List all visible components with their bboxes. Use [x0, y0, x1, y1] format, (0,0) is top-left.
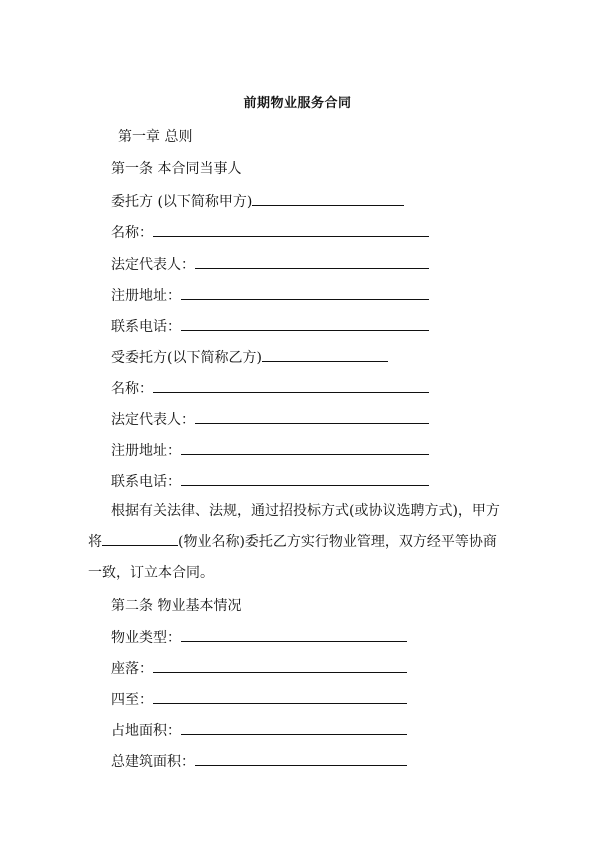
field-line: [111, 441, 429, 460]
field-label: 注册地址：: [111, 443, 181, 459]
field-label: 座落：: [111, 661, 153, 677]
party-b-blank[interactable]: [262, 348, 388, 362]
field-label: 法定代表人：: [111, 257, 195, 273]
field-line: [111, 752, 407, 771]
field-label: 名称：: [111, 381, 153, 397]
field-label: 总建筑面积：: [111, 754, 195, 770]
body-paragraph: [88, 496, 508, 589]
field-label: 联系电话：: [111, 319, 181, 335]
field-blank[interactable]: [181, 286, 429, 300]
field-label: 物业类型：: [111, 630, 181, 646]
paragraph-text: 根据有关法律、法规，通过招投标方式(或协议选聘方式)，甲方将: [88, 503, 500, 550]
party-a-blank[interactable]: [252, 192, 404, 206]
field-blank[interactable]: [153, 223, 429, 237]
field-label: 四至：: [111, 692, 153, 708]
paragraph-text: (物业名称)委托乙方实行物业管理，双方经平等协商一致，订立本合同。: [88, 534, 497, 581]
chapter-heading: 第一章 总则: [118, 129, 193, 145]
party-a-line: [111, 192, 404, 211]
field-label: 名称：: [111, 225, 153, 241]
field-line: [111, 410, 429, 429]
field-line: [111, 379, 429, 398]
field-line: [111, 286, 429, 305]
field-line: [111, 628, 407, 647]
article-heading: 第二条 物业基本情况: [111, 598, 242, 614]
field-line: [111, 317, 429, 336]
field-label: 法定代表人：: [111, 412, 195, 428]
field-blank[interactable]: [181, 472, 429, 486]
field-blank[interactable]: [195, 752, 407, 766]
field-blank[interactable]: [153, 690, 407, 704]
field-blank[interactable]: [153, 659, 407, 673]
field-line: [111, 223, 429, 242]
field-blank[interactable]: [153, 379, 429, 393]
field-line: [111, 690, 407, 709]
field-label: 注册地址：: [111, 288, 181, 304]
party-a-label: 委托方 (以下简称甲方): [111, 194, 253, 210]
field-line: [111, 255, 429, 274]
field-label: 占地面积：: [111, 723, 181, 739]
article-heading: 第一条 本合同当事人: [111, 161, 242, 177]
field-blank[interactable]: [195, 255, 429, 269]
field-blank[interactable]: [181, 441, 429, 455]
field-line: [111, 721, 407, 740]
field-line: [111, 659, 407, 678]
field-blank[interactable]: [181, 628, 407, 642]
field-blank[interactable]: [195, 410, 429, 424]
party-b-line: [111, 348, 388, 367]
document-title: 前期物业服务合同: [243, 96, 352, 111]
field-label: 联系电话：: [111, 474, 181, 490]
field-line: [111, 472, 429, 491]
property-name-blank[interactable]: [102, 533, 178, 546]
field-blank[interactable]: [181, 721, 407, 735]
field-blank[interactable]: [181, 317, 429, 331]
party-b-label: 受委托方(以下简称乙方): [111, 350, 262, 366]
